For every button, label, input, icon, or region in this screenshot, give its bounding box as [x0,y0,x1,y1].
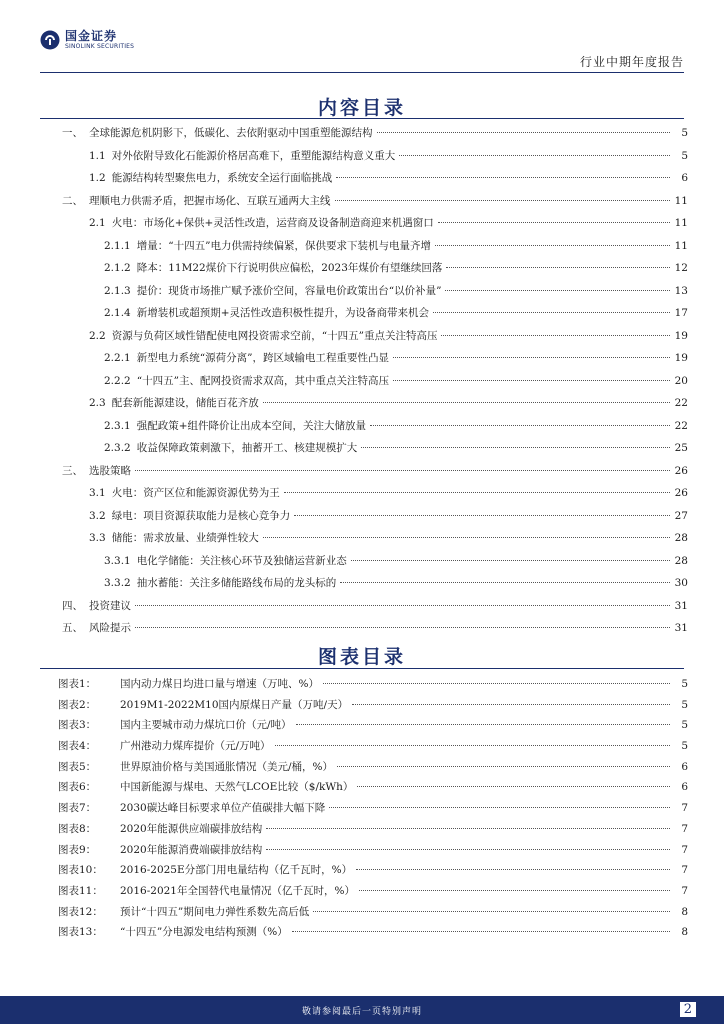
figure-entry-label: 图表9： [58,843,97,856]
toc-entry-number: 三、 [62,464,83,477]
figure-entry-text: 2019M1-2022M10国内原煤日产量（万吨/天） [120,698,349,711]
toc-entry-text: 配套新能源建设，储能百花齐放 [111,397,259,409]
toc-entry[interactable] [58,215,688,238]
toc-entry-page: 17 [674,307,688,319]
figure-entry[interactable] [58,759,688,780]
toc-entry-page: 20 [674,374,688,387]
footer-disclaimer: 敬请参阅最后一页特别声明 [301,1007,422,1017]
toc-entry[interactable] [58,575,688,598]
figure-entry-page: 8 [681,926,688,939]
toc-entry-number: 2.3 [89,397,106,409]
toc-entry[interactable] [58,193,688,216]
header-divider [40,72,684,73]
figure-entry[interactable] [58,697,688,718]
figure-entry[interactable] [58,676,688,697]
toc-entry[interactable] [58,373,688,396]
toc-title-divider [40,118,684,119]
figure-entry-label: 图表2： [58,698,97,711]
figure-entry-page: 7 [681,843,688,856]
figure-leader-dots [313,910,670,912]
figure-leader-dots [352,703,670,705]
toc-entry[interactable] [58,305,688,328]
toc-entry-page: 28 [674,532,688,544]
figure-entry-label: 图表1： [58,678,97,690]
toc-entry[interactable] [58,485,688,508]
toc-entry-page: 19 [674,352,688,364]
figure-leader-dots [329,806,670,808]
toc-entry-number: 2.2.2 [104,374,131,387]
logo-english-name: SINOLINK SECURITIES [65,43,135,50]
toc-entry[interactable] [58,553,688,576]
toc-entry-text: 风险提示 [89,622,131,634]
toc-entry-page: 28 [674,554,688,567]
figure-entry-page: 7 [681,884,688,897]
figure-entry-page: 7 [681,802,688,815]
toc-entry-text: 收益保障政策刺激下，抽蓄开工、核建规模扩大 [136,442,358,454]
toc-entry-page: 31 [674,622,688,634]
figure-entry-label: 图表7： [58,802,97,815]
figure-entry[interactable] [58,717,688,738]
toc-leader-dots [135,604,670,606]
toc-entry-page: 11 [674,194,688,207]
table-of-contents [58,125,688,643]
figure-entry[interactable] [58,779,688,800]
figure-entry-label: 图表11： [58,884,103,897]
toc-entry[interactable] [58,508,688,531]
figure-entry-page: 5 [681,698,688,711]
toc-entry-number: 3.1 [89,487,106,499]
toc-entry-number: 五、 [62,622,83,634]
toc-leader-dots [263,401,670,403]
toc-entry-text: 电化学储能：关注核心环节及独储运营新业态 [136,554,347,567]
toc-entry[interactable] [58,620,688,643]
toc-entry[interactable] [58,283,688,306]
toc-entry-text: 抽水蓄能：关注多储能路线布局的龙头标的 [136,577,337,589]
toc-entry-text: 火电：资产区位和能源资源优势为王 [111,487,280,499]
toc-entry-number: 2.1.1 [104,239,131,252]
toc-entry-number: 2.1 [89,217,106,229]
figure-entry-label: 图表13： [58,926,103,939]
toc-entry[interactable] [58,418,688,441]
toc-leader-dots [263,536,670,538]
figure-entry-text: 中国新能源与煤电、天然气LCOE比较（$/kWh） [120,781,354,794]
figure-entry-text: 2016-2025E分部门用电量结构（亿千瓦时，%） [120,864,353,877]
figure-leader-dots [357,785,670,787]
figure-entry-label: 图表5： [58,760,97,773]
toc-entry-text: 投资建议 [89,599,131,612]
toc-entry[interactable] [58,598,688,621]
toc-entry[interactable] [58,260,688,283]
figure-leader-dots [359,889,670,891]
toc-entry[interactable] [58,463,688,486]
toc-entry-page: 30 [674,577,688,589]
toc-entry-page: 11 [674,217,688,229]
toc-leader-dots [351,559,670,561]
toc-leader-dots [284,491,670,493]
toc-entry-page: 11 [674,239,688,252]
toc-entry-page: 5 [681,149,688,162]
toc-entry[interactable] [58,148,688,171]
toc-entry-page: 25 [674,442,688,454]
toc-entry-number: 3.3.2 [104,577,131,589]
toc-leader-dots [135,469,670,471]
toc-entry-text: 火电：市场化+保供+灵活性改造，运营商及设备制造商迎来机遇窗口 [111,217,434,229]
figure-entry-text: 国内动力煤日均进口量与增速（万吨、%） [120,678,319,690]
figure-entry-page: 5 [681,678,688,690]
toc-entry-number: 3.3.1 [104,554,131,567]
toc-entry-page: 26 [674,487,688,499]
figure-entry-label: 图表6： [58,781,97,794]
figure-entry[interactable] [58,904,688,925]
toc-entry-text: 强配政策+组件降价让出成本空间，关注大储放量 [136,419,367,432]
figure-entry-page: 6 [681,760,688,773]
toc-leader-dots [361,446,670,448]
toc-leader-dots [446,266,670,268]
toc-leader-dots [340,581,670,583]
figure-entry-text: 2020年能源消费端碳排放结构 [120,843,263,856]
toc-leader-dots [370,424,670,426]
figure-entry-page: 6 [681,781,688,794]
toc-leader-dots [377,131,671,133]
toc-leader-dots [438,221,670,223]
toc-entry-number: 二、 [62,194,83,207]
figure-entry-text: 国内主要城市动力煤坑口价（元/吨） [120,719,292,732]
figure-entry[interactable] [58,924,688,945]
toc-entry-text: 提价：现货市场推广赋予涨价空间，容量电价政策出台“以价补量” [136,284,442,297]
toc-leader-dots [441,334,670,336]
toc-entry-number: 2.3.1 [104,419,131,432]
toc-entry-number: 四、 [62,599,83,612]
figure-entry-text: 2020年能源供应端碳排放结构 [120,822,263,835]
toc-entry-text: “十四五”主、配网投资需求双高，其中重点关注特高压 [136,374,389,387]
company-logo [40,30,134,50]
toc-entry-text: 理顺电力供需矛盾，把握市场化、互联互通两大主线 [89,194,331,207]
toc-entry-text: 绿电：项目资源获取能力是核心竞争力 [111,509,291,522]
toc-entry-text: 能源结构转型聚焦电力，系统安全运行面临挑战 [111,172,333,184]
figure-entry-page: 5 [681,740,688,753]
page-number: 2 [680,1002,696,1017]
figure-entry-page: 7 [681,864,688,877]
figure-entry-page: 5 [681,719,688,732]
figure-entry-text: 2016-2021年全国替代电量情况（亿千瓦时，%） [120,884,355,897]
toc-entry-number: 1.2 [89,172,106,184]
figure-entry-label: 图表8： [58,822,97,835]
figure-entry[interactable] [58,883,688,904]
figure-leader-dots [356,868,670,870]
toc-entry-text: 增量：“十四五”电力供需持续偏紧，保供要求下装机与电量齐增 [136,239,431,252]
toc-entry-text: 选股策略 [89,464,131,477]
toc-entry[interactable] [58,350,688,373]
toc-entry-page: 31 [674,599,688,612]
toc-entry[interactable] [58,530,688,553]
sinolink-logo-icon [40,30,60,50]
toc-entry-number: 3.3 [89,532,106,544]
figure-entry[interactable] [58,738,688,759]
toc-leader-dots [294,514,670,516]
toc-entry-number: 1.1 [89,149,106,162]
figure-entry-label: 图表4： [58,740,97,753]
figure-entry-text: 广州港动力煤库提价（元/万吨） [120,740,271,753]
toc-entry-text: 全球能源危机阴影下，低碳化、去依附驱动中国重塑能源结构 [89,127,373,139]
logo-chinese-name: 国金证券 [65,29,118,43]
figure-entry[interactable] [58,800,688,821]
toc-entry-page: 5 [681,127,688,139]
toc-entry-page: 27 [674,509,688,522]
figure-entry-label: 图表3： [58,719,97,732]
figure-entry[interactable] [58,821,688,842]
toc-leader-dots [393,379,670,381]
toc-title: 内容目录 [317,97,406,119]
toc-leader-dots [435,244,670,246]
figure-leader-dots [323,682,670,684]
toc-leader-dots [433,311,670,313]
toc-entry-number: 2.1.4 [104,307,131,319]
figures-title-divider [40,668,684,669]
figure-entry-text: 世界原油价格与美国通胀情况（美元/桶，%） [120,760,334,773]
figure-entry-label: 图表10： [58,864,103,877]
toc-entry[interactable] [58,328,688,351]
figure-entry[interactable] [58,842,688,863]
figure-leader-dots [266,827,670,829]
toc-entry-number: 2.1.3 [104,284,131,297]
toc-leader-dots [399,154,670,156]
figure-leader-dots [292,930,670,932]
toc-entry[interactable] [58,125,688,148]
toc-entry-number: 2.3.2 [104,442,131,454]
page-footer [0,996,724,1024]
toc-entry-text: 新型电力系统“源荷分离”，跨区域输电工程重要性凸显 [136,352,389,364]
toc-entry-text: 储能：需求放量、业绩弹性较大 [111,532,259,544]
toc-entry-number: 一、 [62,127,83,139]
toc-entry-text: 新增装机或超预期+灵活性改造积极性提升，为设备商带来机会 [136,307,430,319]
toc-entry[interactable] [58,440,688,463]
figure-leader-dots [266,848,670,850]
toc-entry-number: 2.1.2 [104,262,131,274]
toc-entry-page: 13 [674,284,688,297]
toc-leader-dots [393,356,670,358]
toc-leader-dots [335,199,671,201]
figure-leader-dots [337,765,670,767]
toc-entry-text: 对外依附导致化石能源价格居高难下，重塑能源结构意义重大 [111,149,396,162]
toc-leader-dots [135,626,670,628]
figure-entry-page: 8 [681,905,688,918]
figure-entry-text: “十四五”分电源发电结构预测（%） [120,926,288,939]
toc-entry-text: 资源与负荷区域性错配使电网投资需求空前，“十四五”重点关注特高压 [111,329,438,342]
toc-entry-page: 22 [674,397,688,409]
report-type-label: 行业中期年度报告 [579,55,684,69]
toc-leader-dots [336,176,670,178]
toc-leader-dots [445,289,670,291]
toc-entry[interactable] [58,170,688,193]
figure-entry-text: 预计“十四五”期间电力弹性系数先高后低 [120,905,310,918]
figures-title: 图表目录 [317,646,406,668]
toc-entry-page: 12 [674,262,688,274]
toc-entry[interactable] [58,395,688,418]
toc-entry-number: 3.2 [89,509,106,522]
figure-entry-page: 7 [681,822,688,835]
toc-entry-text: 降本：11M22煤价下行说明供应偏松，2023年煤价有望继续回落 [136,262,443,274]
toc-entry-number: 2.2.1 [104,352,131,364]
figure-leader-dots [275,744,670,746]
figures-list [58,676,688,945]
page-header [0,0,724,70]
toc-entry-page: 26 [674,464,688,477]
toc-entry-page: 6 [681,172,688,184]
figure-leader-dots [296,723,670,725]
toc-entry-page: 19 [674,329,688,342]
figure-entry[interactable] [58,862,688,883]
toc-entry[interactable] [58,238,688,261]
toc-entry-number: 2.2 [89,329,106,342]
figure-entry-text: 2030碳达峰目标要求单位产值碳排大幅下降 [120,802,326,815]
figure-entry-label: 图表12： [58,905,103,918]
toc-entry-page: 22 [674,419,688,432]
